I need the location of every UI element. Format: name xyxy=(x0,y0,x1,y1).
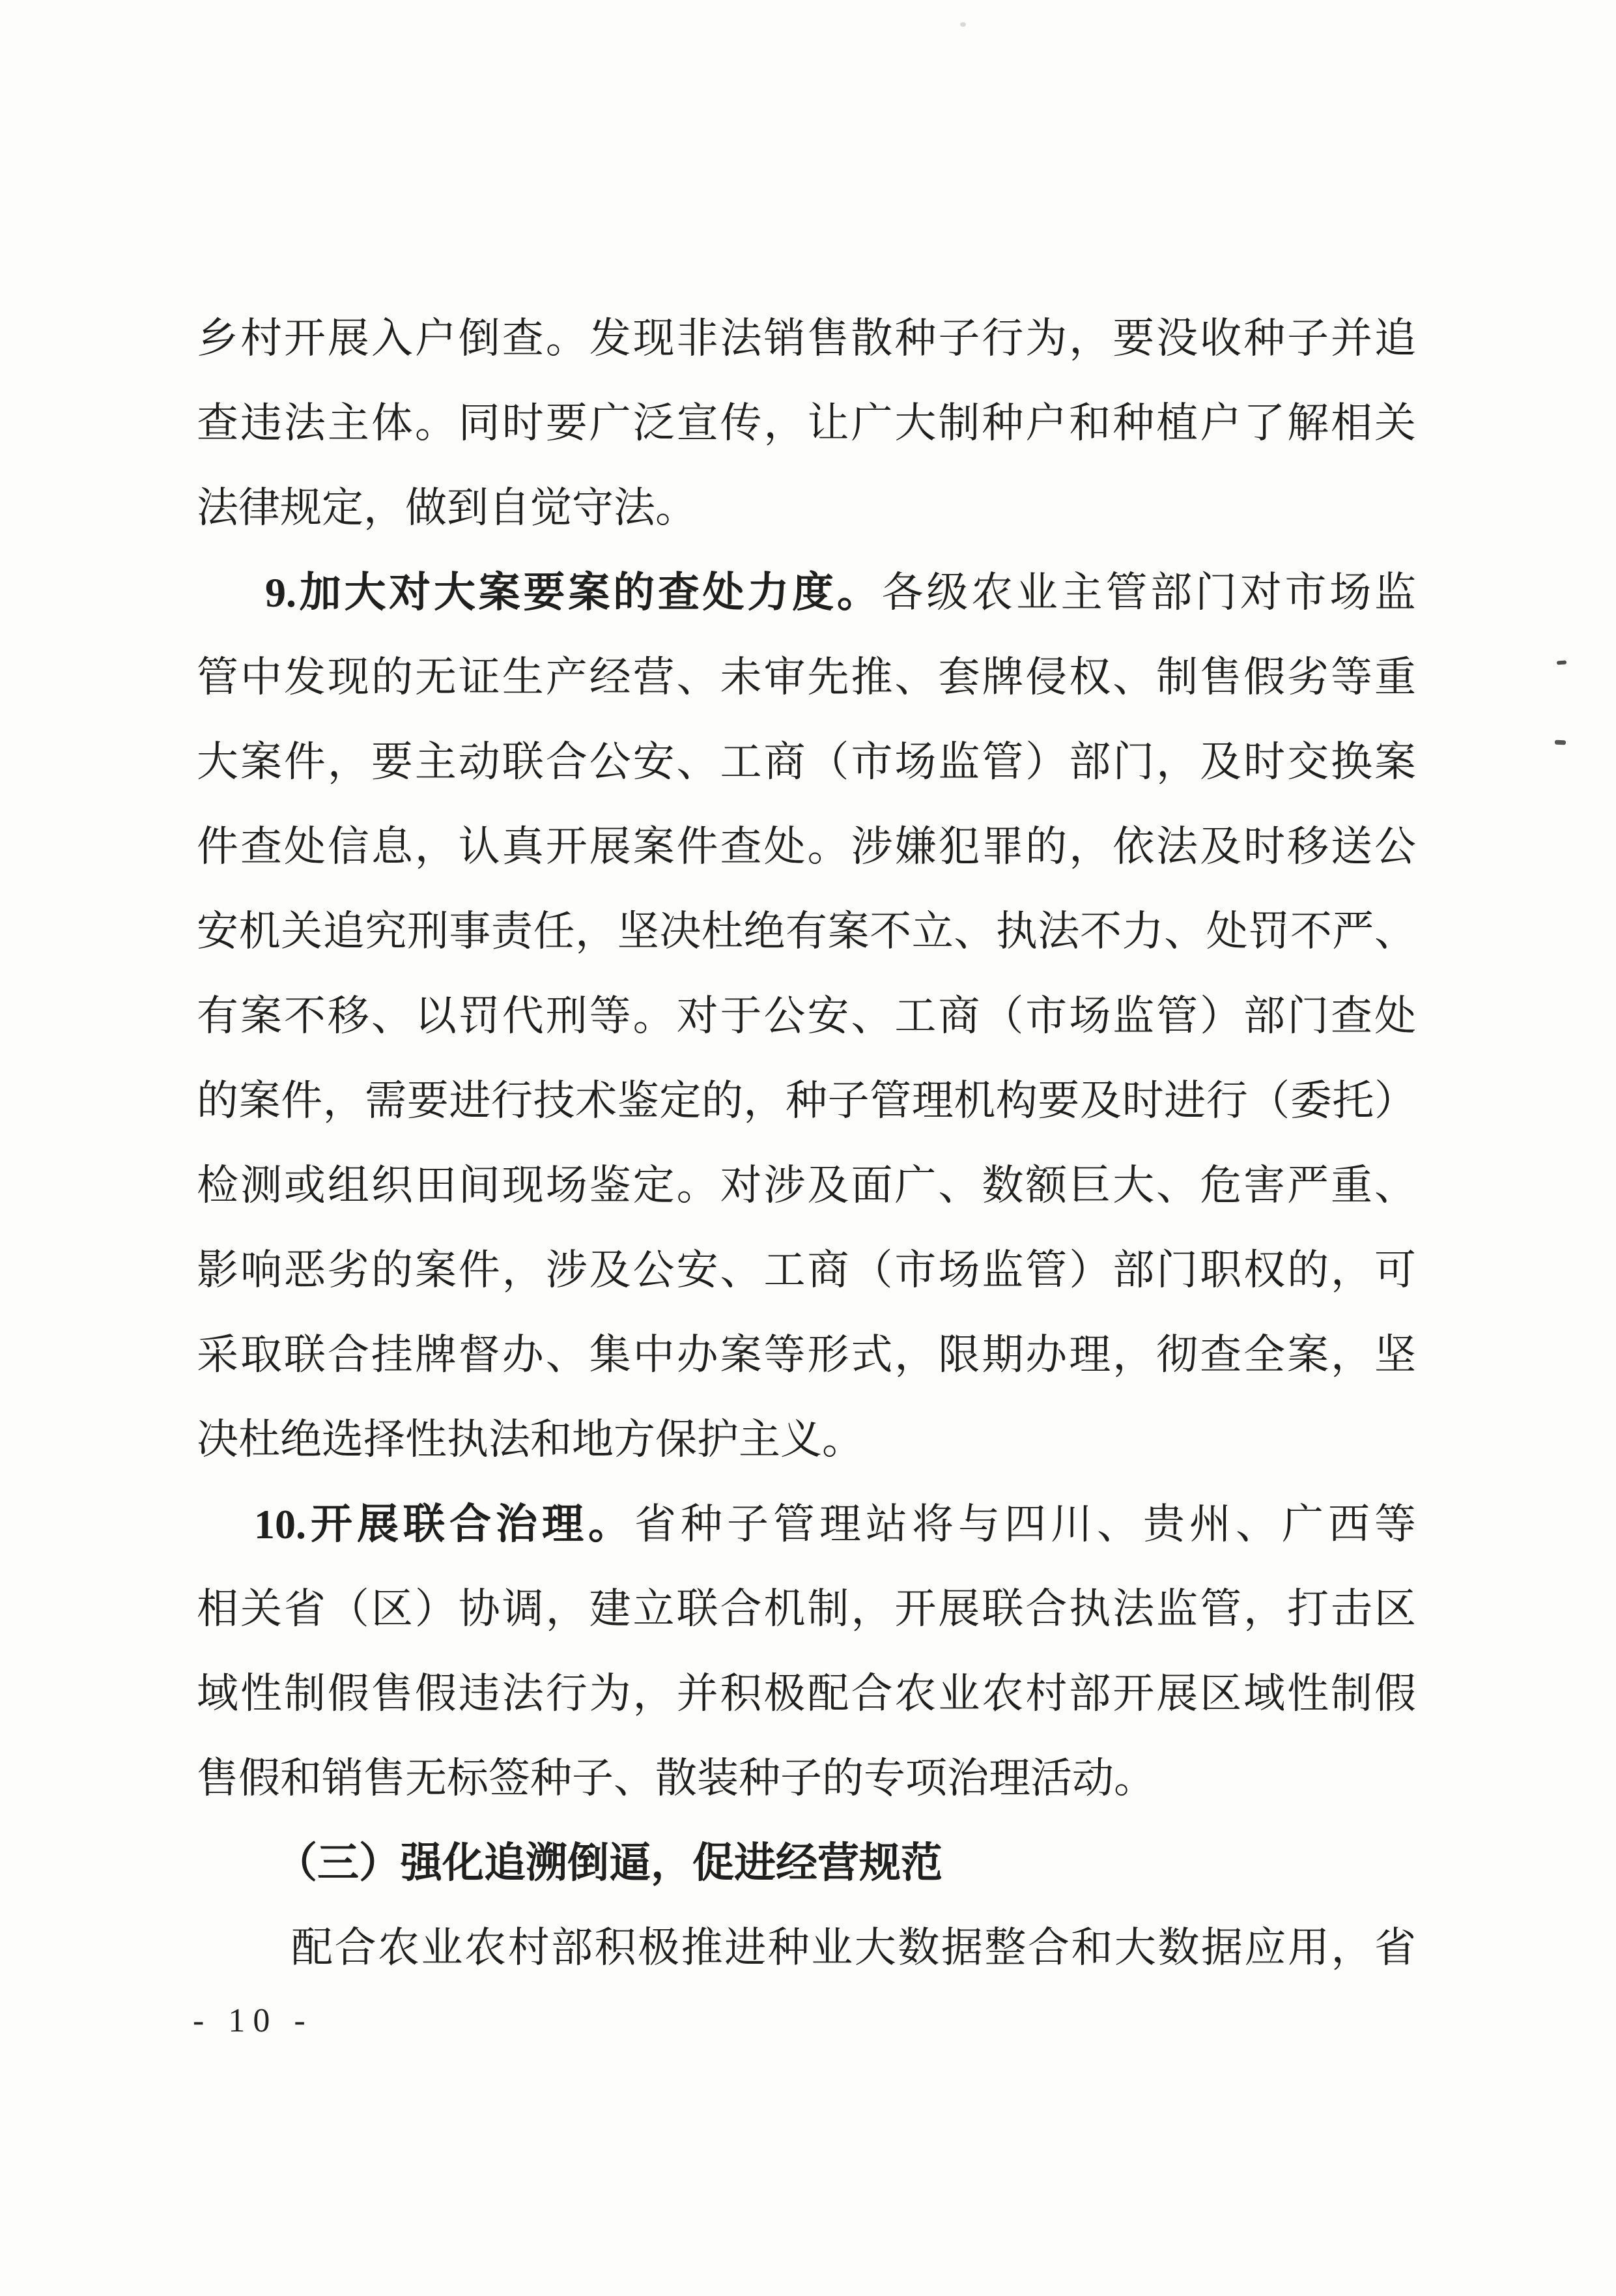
scan-speck xyxy=(1557,660,1566,665)
text-line xyxy=(197,1143,1416,1228)
text-line xyxy=(197,805,1416,889)
text-line xyxy=(197,889,1416,974)
text-segment: 大案件，要主动联合公安、工商（市场监管）部门，及时交换案 xyxy=(197,739,1416,785)
text-line xyxy=(197,296,1416,381)
heading-segment: 10.开展联合治理。 xyxy=(254,1501,634,1547)
text-line xyxy=(197,466,1416,551)
text-line xyxy=(197,635,1416,720)
heading-item-9-line xyxy=(197,551,1416,635)
heading-segment: 9.加大对大案要案的查处力度。 xyxy=(265,569,882,616)
text-line xyxy=(197,1398,1416,1482)
heading-segment: （三）强化追溯倒逼，促进经营规范 xyxy=(276,1840,943,1886)
text-line xyxy=(197,1652,1416,1736)
text-segment: 安机关追究刑事责任，坚决杜绝有案不立、执法不力、处罚不严、 xyxy=(197,908,1416,954)
text-segment: 配合农业农村部积极推进种业大数据整合和大数据应用，省 xyxy=(291,1925,1416,1971)
text-segment: 件查处信息，认真开展案件查处。涉嫌犯罪的，依法及时移送公 xyxy=(197,824,1416,870)
text-line xyxy=(197,974,1416,1059)
text-segment: 查违法主体。同时要广泛宣传，让广大制种户和种植户了解相关 xyxy=(197,400,1416,446)
text-line xyxy=(197,1313,1416,1398)
text-segment: 有案不移、以罚代刑等。对于公安、工商（市场监管）部门查处 xyxy=(197,993,1416,1039)
document-body xyxy=(197,296,1416,1990)
text-segment: 决杜绝选择性执法和地方保护主义。 xyxy=(197,1416,864,1463)
text-line xyxy=(197,1567,1416,1652)
text-segment: 省种子管理站将与四川、贵州、广西等 xyxy=(634,1501,1416,1547)
page-number: - 10 - xyxy=(193,2002,313,2039)
scan-speck xyxy=(960,22,966,27)
text-segment: 乡村开展入户倒查。发现非法销售散种子行为，要没收种子并追 xyxy=(197,315,1416,362)
text-segment: 检测或组织田间现场鉴定。对涉及面广、数额巨大、危害严重、 xyxy=(197,1162,1416,1209)
text-line xyxy=(197,1906,1416,1990)
text-segment: 管中发现的无证生产经营、未审先推、套牌侵权、制售假劣等重 xyxy=(197,654,1416,700)
text-line xyxy=(197,1059,1416,1143)
text-segment: 域性制假售假违法行为，并积极配合农业农村部开展区域性制假 xyxy=(197,1671,1416,1717)
text-line xyxy=(197,1736,1416,1821)
text-segment: 的案件，需要进行技术鉴定的，种子管理机构要及时进行（委托） xyxy=(197,1078,1416,1124)
heading-item-10-line xyxy=(197,1482,1416,1567)
scan-speck xyxy=(1555,740,1566,745)
text-segment: 相关省（区）协调，建立联合机制，开展联合执法监管，打击区 xyxy=(197,1586,1416,1632)
text-segment: 各级农业主管部门对市场监 xyxy=(881,569,1416,616)
text-segment: 售假和销售无标签种子、散装种子的专项治理活动。 xyxy=(197,1755,1155,1801)
section-heading-line xyxy=(197,1821,1416,1906)
text-line xyxy=(197,720,1416,805)
text-segment: 法律规定，做到自觉守法。 xyxy=(197,485,697,531)
text-segment: 采取联合挂牌督办、集中办案等形式，限期办理，彻查全案，坚 xyxy=(197,1332,1416,1378)
text-line xyxy=(197,381,1416,466)
text-line xyxy=(197,1228,1416,1313)
text-segment: 影响恶劣的案件，涉及公安、工商（市场监管）部门职权的，可 xyxy=(197,1247,1416,1293)
